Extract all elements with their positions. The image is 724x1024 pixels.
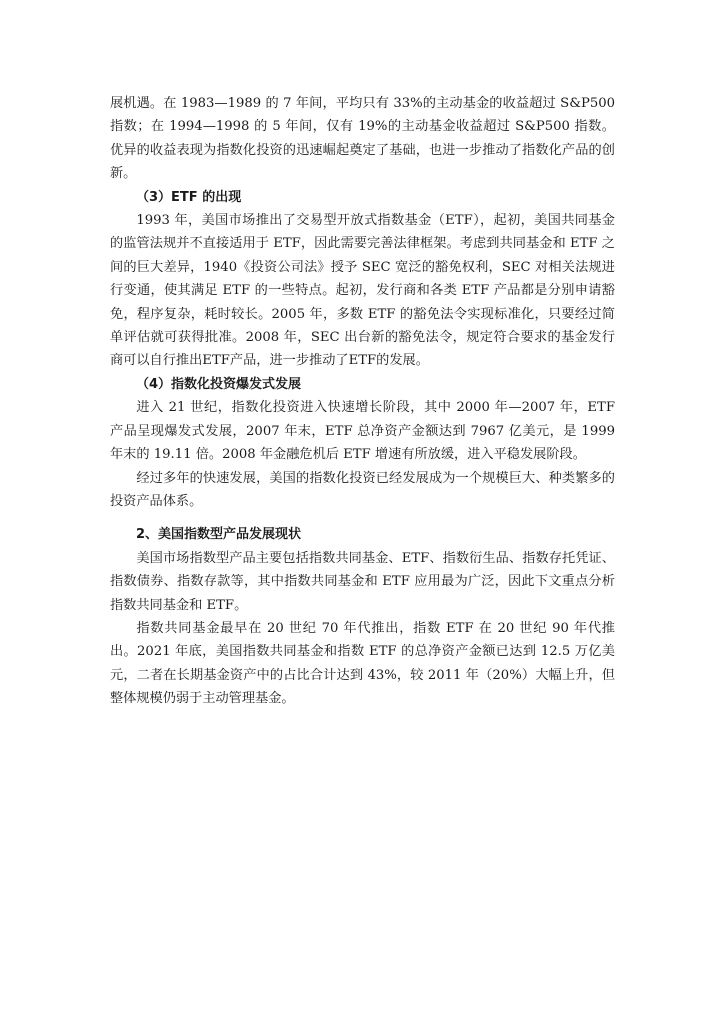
heading-etf-emergence: （3）ETF 的出现	[136, 189, 242, 205]
heading-index-investing-boom: （4）指数化投资爆发式发展	[136, 376, 302, 392]
document-page	[110, 92, 615, 711]
paragraph-active-fund-performance: 展机遇。在 1983—1989 的 7 年间，平均只有 33%的主动基金的收益超过 S&P500 指数；在 1994—1998 的 5 年间，仅有 19%的主动基金收益超过 S&P500 指数。优异的收益表现为指数化投资的迅速崛起奠定了基础，也进一步推动了指数化产品的创新。	[110, 96, 615, 182]
paragraph-index-fund-assets: 指数共同基金最早在 20 世纪 70 年代推出，指数 ETF 在 20 世纪 90 年代推出。2021 年底，美国指数共同基金和指数 ETF 的总净资产金额已达到 12.5 万亿美元，二者在长期基金资产中的占比合计达到 43%，较 2011 年（20%）大幅上升，但整体规模仍弱于主动管理基金。	[110, 620, 615, 707]
paragraph-product-system: 经过多年的快速发展，美国的指数化投资已经发展成为一个规模巨大、种类繁多的投资产品体系。	[110, 470, 615, 509]
paragraph-etf-regulation: 1993 年，美国市场推出了交易型开放式指数基金（ETF），起初，美国共同基金的监管法规并不直接适用于 ETF，因此需要完善法律框架。考虑到共同基金和 ETF 之间的巨大差异，1940《投资公司法》授予 SEC 宽泛的豁免权利，SEC 对相关法规进行变通，使其满足 ETF 的一些特点。起初，发行商和各类 ETF 产品都是分别申请豁免，程序复杂，耗时较长。2005 年，多数 ETF 的豁免法令实现标准化，只要经过简单评估就可获得批准。2008 年，SEC 出台新的豁免法令，规定符合要求的基金发行商可以自行推出ETF产品，进一步推动了ETF的发展。	[110, 213, 615, 369]
paragraph-21st-century-growth: 进入 21 世纪，指数化投资进入快速增长阶段，其中 2000 年—2007 年，ETF 产品呈现爆发式发展，2007 年末，ETF 总净资产金额达到 7967 亿美元，是 1999 年末的 19.11 倍。2008 年金融危机后 ETF 增速有所放缓，进入平稳发展阶段。	[110, 400, 615, 463]
heading-us-index-products-status: 2、美国指数型产品发展现状	[136, 527, 302, 543]
section-spacer	[110, 513, 615, 523]
paragraph-index-product-types: 美国市场指数型产品主要包括指数共同基金、ETF、指数衍生品、指数存托凭证、指数债券、指数存款等，其中指数共同基金和 ETF 应用最为广泛，因此下文重点分析指数共同基金和 ETF。	[110, 550, 615, 613]
